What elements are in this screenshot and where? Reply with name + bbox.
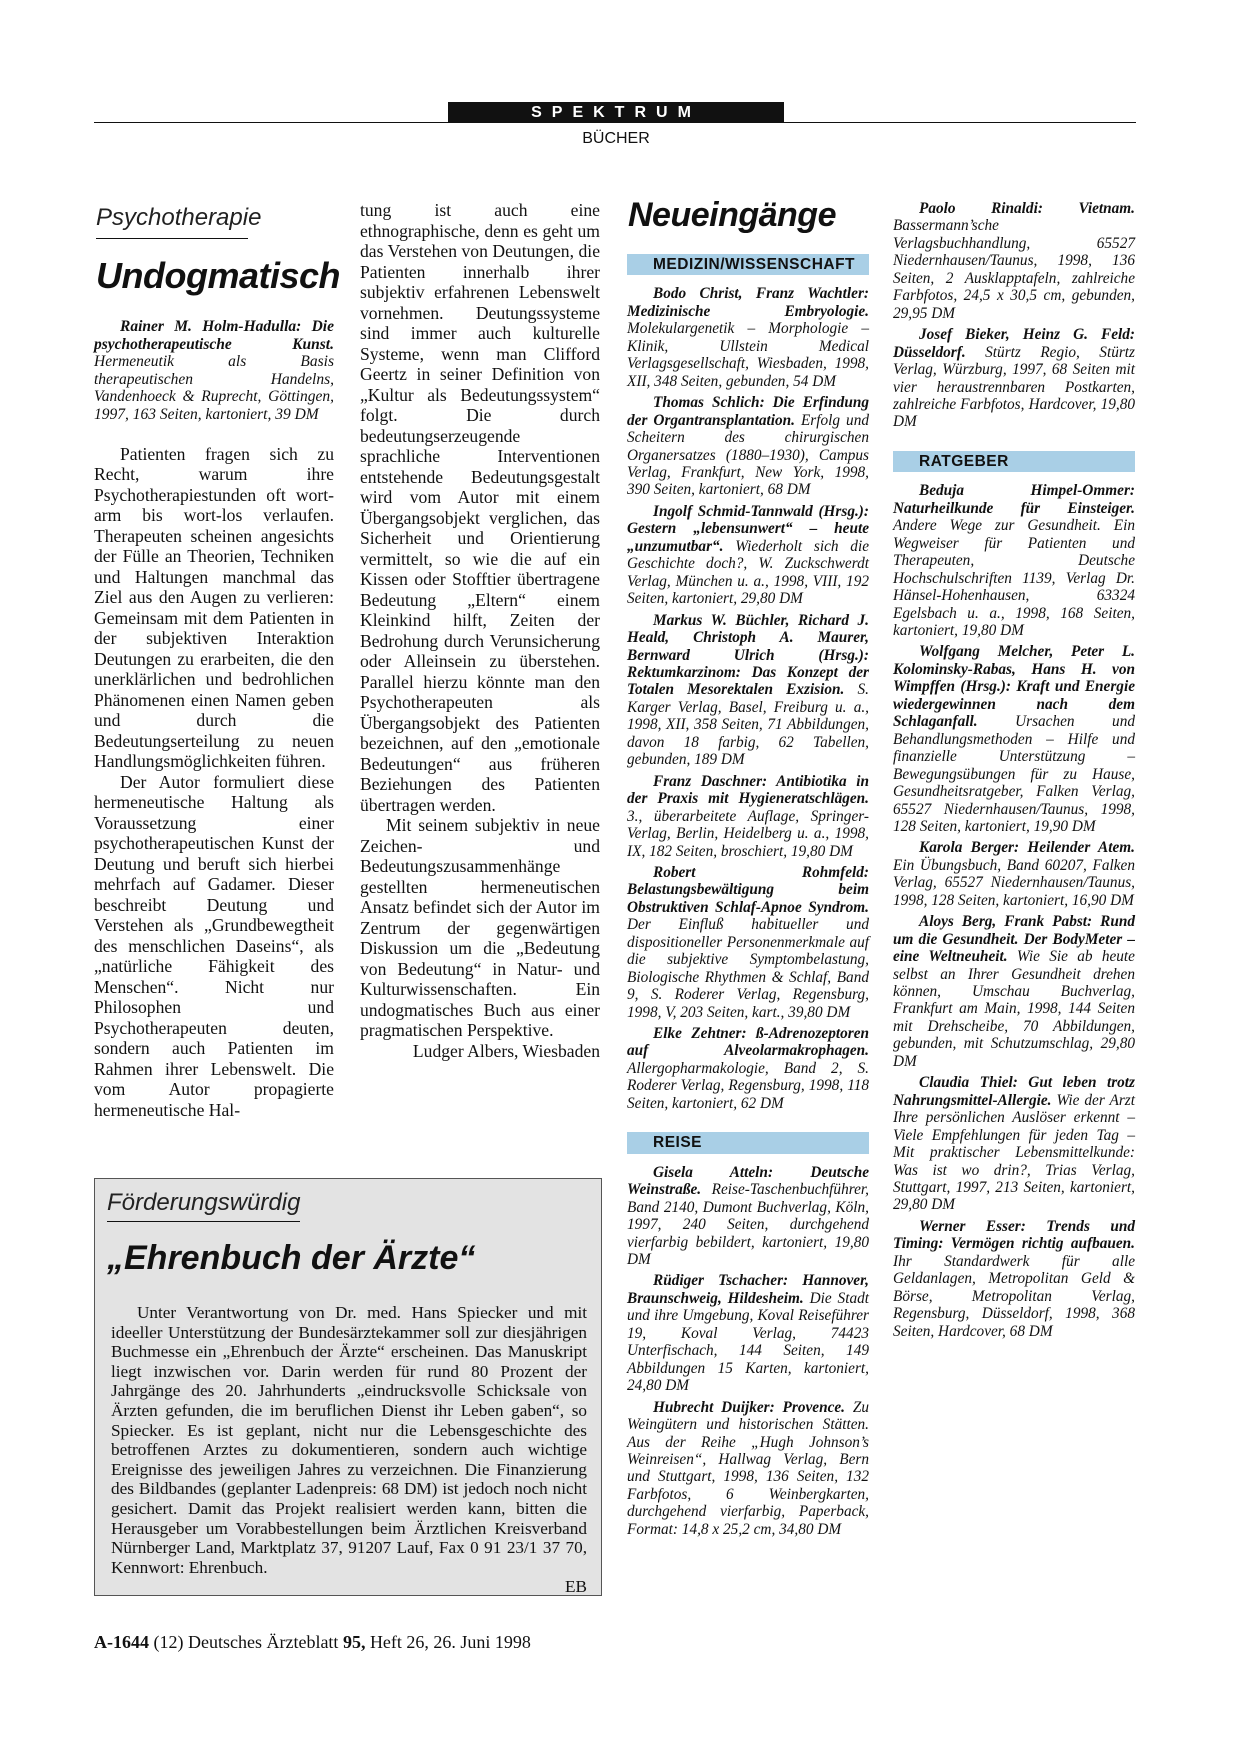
page-number: A-1644 — [94, 1632, 149, 1652]
book-entry: Ingolf Schmid-Tannwald (Hrsg.): Gestern „lebensunwert“ – heute „unzumutbar“. Wiederholt sich die Geschichte doch?, W. Zuckschwerdt Verlag, München u. a., 1998, VIII, 192 Seiten, kartoniert, 29,80 DM — [627, 502, 869, 608]
notice-text: Unter Verantwortung von Dr. med. Hans Spiecker und mit ideeller Unterstützung der Bundesärztekammer soll zur diesjährigen Buchmesse ein „Ehrenbuch der Ärzte“ erscheinen. Das Manuskript liegt inzwischen vor. Darin werden für rund 80 Prozent der Jahrgänge des 20. Jahrhunderts „eindrucksvolle Schicksale von Ärzten gefunden, die im beruflichen Dienst ihr Leben gaben“, so Spiecker. Es ist geplant, nicht nur die Lebensgeschichte des betroffenen Arztes zu dokumentieren, sondern auch wichtige Ereignisse des jeweiligen Jahres zu verzeichnen. Die Finanzierung des Bildbandes (geplanter Ladenpreis: 68 DM) ist jedoch noch nicht gesichert. Damit das Projekt realisiert werden kann, bitten die Herausgeber um Vorabbestellungen beim Ärztlichen Kreisverband Nürnberger Land, Marktplatz 37, 91207 Lauf, Fax 0 91 23/1 37 70, Kennwort: Ehrenbuch. — [111, 1303, 587, 1577]
review-headline: Undogmatisch — [96, 255, 341, 296]
book-entry: Robert Rohmfeld: Belastungsbewältigung beim Obstruktiven Schlaf-Apnoe Syndrom. Der Einfluß habitueller und dispositioneller Personenmerkmale auf die subjektive Symptombelastung, Biologische Rhythmen & Schlaf, Band 9, S. Roderer Verlag, Regensburg, 1998, V, 203 Seiten, kart., 39,80 DM — [627, 863, 869, 1021]
book-entry: Gisela Atteln: Deutsche Weinstraße. Reise-Taschenbuchführer, Band 2140, Dumont Buchverlag, Köln, 1997, 240 Seiten, durchgehend vierfarbig bebildert, kartoniert, 19,80 DM — [627, 1163, 869, 1269]
book-entry: Elke Zehtner: ß-Adrenozeptoren auf Alveolarmakrophagen. Allergopharmakologie, Band 2, S. Roderer Verlag, Regensburg, 1998, 118 Seiten, kartoniert, 62 DM — [627, 1025, 869, 1112]
book-entry: Thomas Schlich: Die Erfindung der Organtransplantation. Erfolg und Scheitern des chirurgischen Organersatzes (1880–1930), Campus Verlag, Frankfurt, New York, 1998, 390 Seiten, kartoniert, 68 DM — [627, 394, 870, 499]
subsection-label: BÜCHER — [582, 130, 650, 147]
review-paragraph: Patienten fragen sich zu Recht, warum ihre Psychotherapiestunden oft wort-arm bis wort-los verlaufen. Therapeuten scheinen angesichts der Fülle an Theorien, Techniken und Haltungen manchmal das Ziel aus den Augen zu verlieren: Gemeinsam mit dem Patienten in der subjektiven Interaktion Deutungen zu erarbeiten, die den unerklärlichen und bedrohlichen Phänomenen einen Namen geben und durch die Bedeutungserteilung zu neuen Handlungsmöglichkeiten führen. — [94, 443, 334, 772]
book-entry: Bodo Christ, Franz Wachtler: Medizinische Embryologie. Molekulargenetik – Morphologie – Klinik, Ullstein Medical Verlagsgesellschaft, Wiesbaden, 1998, XII, 348 Seiten, gebunden, 54 DM — [627, 285, 869, 390]
notice-initials: EB — [565, 1577, 587, 1597]
notice-box — [94, 1178, 602, 1596]
header-rule — [94, 122, 1136, 123]
review-paragraph: Mit seinem subjektiv in neue Zeichen- und Bedeutungszusammenhänge gestellten hermeneutischen Ansatz befindet sich der Autor im Zentrum der gegenwärtigen Diskussion um die „Bedeutung von Bedeutung“ in Natur- und Kulturwissenschaften. Ein undogmatisches Buch aus einer pragmatischen Perspektive. — [360, 815, 600, 1040]
book-entry: Rüdiger Tschacher: Hannover, Braunschweig, Hildesheim. Die Stadt und ihre Umgebung, Koval Reiseführer 19, Koval Verlag, 74423 Unterfischach, 144 Seiten, 149 Abbildungen 15 Karten, kartoniert, 24,80 DM — [627, 1272, 869, 1395]
book-entry: Wolfgang Melcher, Peter L. Kolominsky-Rabas, Hans H. von Wimpffen (Hrsg.): Kraft und Energie wiedergewinnen nach dem Schlaganfall. Ursachen und Behandlungsmethoden – Hilfe und finanzielle Unterstützung – Bewegungsübungen für zu Hause, Gesundheitsratgeber, Falken Verlag, 65527 Niedernhausen/Taunus, 1998, 128 Seiten, kartoniert, 19,90 DM — [893, 643, 1135, 835]
book-entry: Werner Esser: Trends und Timing: Vermögen richtig aufbauen. Ihr Standardwerk für alle Geldanlagen, Metropolitan Geld & Börse, Metropolitan Verlag, Regensburg, Düsseldorf, 1998, 368 Seiten, Hardcover, 68 DM — [893, 1217, 1135, 1340]
review-paragraph: tung ist auch eine ethnographische, denn es geht um das Verstehen von Deutungen, die Patienten innerhalb ihrer subjektiv erfahrenen Lebenswelt vornehmen. Deutungssysteme sind immer auch kulturelle Systeme, wenn man Clifford Geertz in seiner Definition von „Kultur als Bedeutungssystem“ folgt. Die durch bedeutungserzeugende sprachliche Interventionen entstehende Bedeutungsgestalt wird vom Autor mit einem Übergangsobjekt verglichen, das Sicherheit und Orientierung vermittelt, so wie die auf ein Kissen oder Stofftier übertragene Bedeutung „Eltern“ einem Kleinkind hilft, Zeiten der Bedrohung durch Verunsicherung oder Alleinsein zu überstehen. Parallel hierzu könnte man den Psychotherapeuten als Übergangsobjekt des Patienten bezeichnen, auf den „emotionale Bedeutungen“ aus früheren Beziehungen des Patienten übertragen werden. — [360, 200, 600, 815]
section-label-ratgeber: RATGEBER — [893, 451, 1135, 472]
book-entry: Paolo Rinaldi: Vietnam. Bassermann’sche Verlagsbuchhandlung, 65527 Niedernhausen/Taunus, 1998, 136 Seiten, 2 Ausklapptafeln, zahlreiche Farbfotos, 24,5 x 30,5 cm, gebunden, 29,95 DM — [893, 200, 1135, 322]
review-signature: Ludger Albers, Wiesbaden — [412, 1040, 600, 1061]
review-paragraph: Der Autor formuliert diese hermeneutische Haltung als Voraussetzung einer psychotherapeutischen Kunst der Deutung und beruft sich hierbei mehrfach auf Gadamer. Dieser beschreibt Deutung und Verstehen als „Grundbewegtheit des menschlichen Daseins“, als „natürliche Fähigkeit des Menschen“. Nicht nur Philosophen und Psychotherapeuten deuten, sondern auch Patienten im Rahmen ihrer Lebenswelt. Die vom Autor propagierte hermeneutische Hal- — [94, 771, 334, 1120]
book-entry: Franz Daschner: Antibiotika in der Praxis mit Hygieneratschlägen. 3., überarbeitete Auflage, Springer-Verlag, Berlin, Heidelberg u. a., 1998, IX, 182 Seiten, broschiert, 19,80 DM — [627, 772, 869, 860]
book-entry: Claudia Thiel: Gut leben trotz Nahrungsmittel-Allergie. Wie der Arzt Ihre persönlichen Auslöser erkennt – Viele Empfehlungen für jeden Tag – Mit praktischer Lebensmittelkunde: Was ist wo drin?, Trias Verlag, Stuttgart, 1997, 213 Seiten, kartoniert, 29,80 DM — [893, 1074, 1135, 1214]
notice-kicker: Förderungswürdig — [107, 1189, 300, 1222]
book-entry: Karola Berger: Heilender Atem. Ein Übungsbuch, Band 60207, Falken Verlag, 65527 Niedernhausen/Taunus, 1998, 128 Seiten, kartoniert, 16,90 DM — [893, 839, 1135, 909]
volume-number: 95, — [342, 1632, 366, 1652]
new-books-column-2 — [893, 200, 1135, 1344]
book-entry: Josef Bieker, Heinz G. Feld: Düsseldorf. Stürtz Regio, Stürtz Verlag, Würzburg, 1997, 68 Seiten mit vier heraustrennbaren Postkarten, zahlreiche Farbfotos, Hardcover, 19,80 DM — [893, 326, 1135, 431]
issue-info: Heft 26, 26. Juni 1998 — [365, 1632, 531, 1652]
new-books-headline: Neueingänge — [628, 196, 836, 234]
notice-text-block — [111, 1303, 587, 1597]
notice-headline: „Ehrenbuch der Ärzte“ — [107, 1239, 476, 1277]
review-byline-details: Hermeneutik als Basis therapeutischen Handelns, Vandenhoeck & Ruprecht, Göttingen, 1997, 163 Seiten, kartoniert, 39 DM — [94, 353, 334, 423]
page-footer — [94, 1632, 531, 1653]
section-label-reise: REISE — [627, 1132, 869, 1153]
section-label-medizin: MEDIZIN/WISSENSCHAFT — [627, 254, 869, 275]
new-books-column-1 — [627, 254, 869, 1542]
book-entry: Aloys Berg, Frank Pabst: Rund um die Gesundheit. Der BodyMeter – eine Weltneuheit. Wie Sie ab heute selbst an Ihrer Gesundheit drehen können, Umschau Buchverlag, Frankfurt am Main, 1998, 144 Seiten mit Drehscheibe, 70 Abbildungen, gebunden, mit Schutzumschlag, 29,80 DM — [893, 913, 1135, 1070]
journal-name: (12) Deutsches Ärzteblatt — [149, 1632, 343, 1652]
review-column-2 — [360, 200, 600, 1061]
review-byline-title: Rainer M. Holm-Hadulla: Die psychotherapeutische Kunst. — [94, 318, 334, 353]
book-entry: Markus W. Büchler, Richard J. Heald, Christoph A. Maurer, Bernward Ulrich (Hrsg.): Rektumkarzinom: Das Konzept der Totalen Mesorektalen Exzision. S. Karger Verlag, Basel, Freiburg u. a., 1998, XII, 358 Seiten, 71 Abbildungen, davon 18 farbig, 62 Tabellen, gebunden, 189 DM — [627, 611, 870, 769]
review-column-1 — [94, 318, 334, 1120]
book-entry: Hubrecht Duijker: Provence. Zu Weingütern und historischen Stätten. Aus der Reihe „Hugh Johnson’s Weinreisen“, Hallwag Verlag, Bern und Stuttgart, 1998, 136 Seiten, 132 Farbfotos, 6 Weinbergkarten, durchgehend vierfarbig, Paperback, Format: 14,8 x 25,2 cm, 34,80 DM — [627, 1398, 869, 1538]
section-header: SPEKTRUM — [448, 102, 784, 123]
review-byline — [94, 318, 334, 424]
book-entry: Beduja Himpel-Ommer: Naturheilkunde für Einsteiger. Andere Wege zur Gesundheit. Ein Wegweiser für Patienten und Therapeuten, Deutsche Hochschulschriften 1139, Verlag Dr. Hänsel-Hohenhausen, 63324 Egelsbach u. a., 1998, 168 Seiten, kartoniert, 19,80 DM — [893, 482, 1135, 639]
review-kicker: Psychotherapie — [96, 204, 248, 239]
